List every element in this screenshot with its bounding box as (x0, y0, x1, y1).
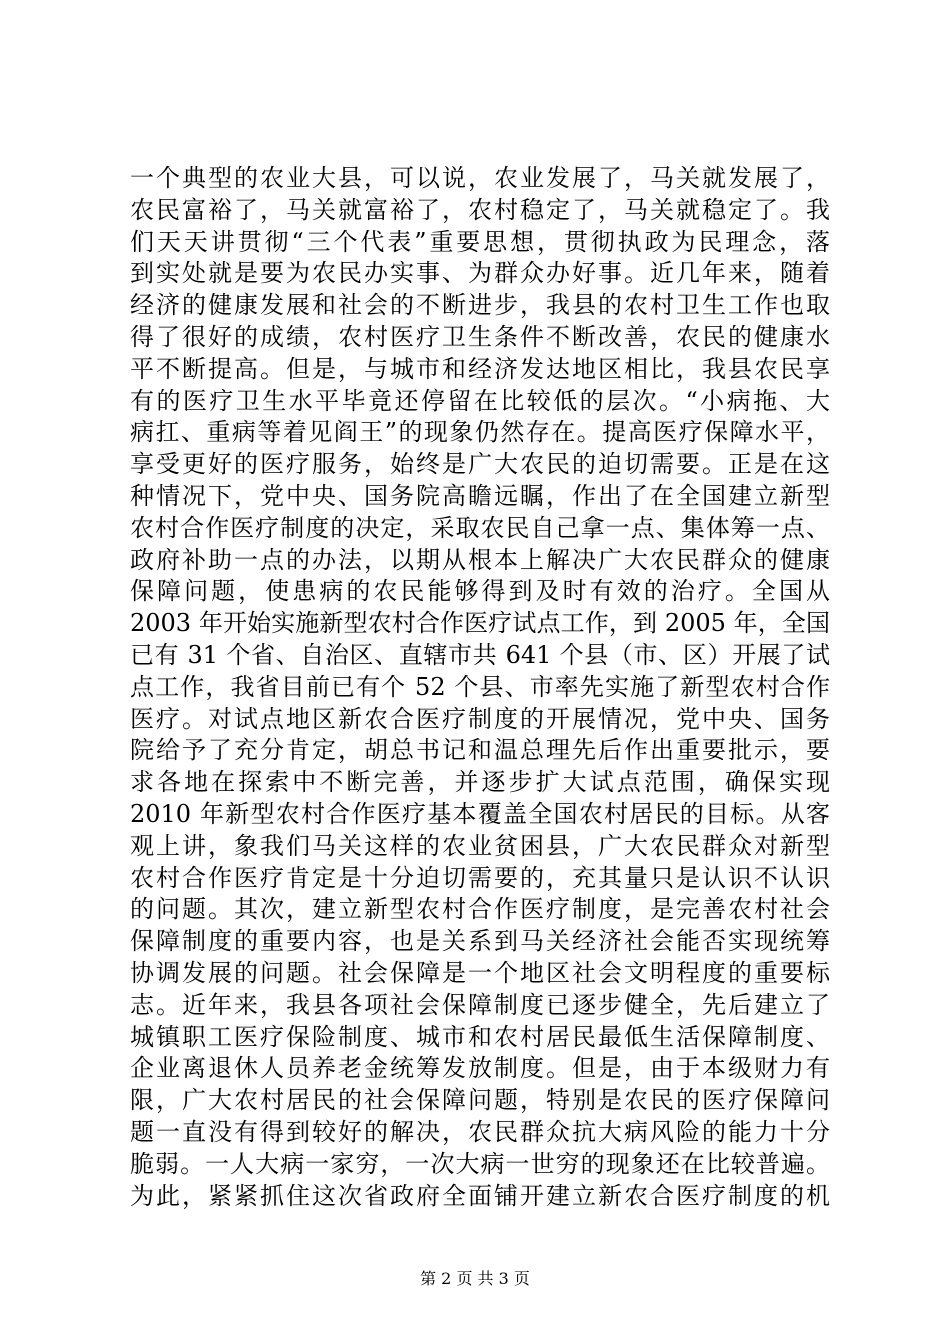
text-line: 求各地在探索中不断完善，并逐步扩大试点范围，确保实现 (130, 768, 830, 797)
text-line: 观上讲，象我们马关这样的农业贫困县，广大农民群众对新型 (130, 831, 830, 860)
text-line: 2003 年开始实施新型农村合作医疗试点工作，到 2005 年，全国 (130, 609, 830, 638)
text-line: 政府补助一点的办法，以期从根本上解决广大农民群众的健康 (130, 545, 830, 574)
text-line: 们天天讲贯彻“三个代表”重要思想，贯彻执政为民理念，落 (130, 227, 830, 256)
text-line: 医疗。对试点地区新农合医疗制度的开展情况，党中央、国务 (130, 704, 830, 733)
text-line: 院给予了充分肯定，胡总书记和温总理先后作出重要批示，要 (130, 736, 830, 765)
text-line: 种情况下，党中央、国务院高瞻远瞩，作出了在全国建立新型 (130, 481, 830, 510)
text-line: 题一直没有得到较好的解决，农民群众抗大病风险的能力十分 (130, 1117, 830, 1146)
text-line: 农村合作医疗肯定是十分迫切需要的，充其量只是认识不认识 (130, 863, 830, 892)
text-line: 农村合作医疗制度的决定，采取农民自己拿一点、集体筹一点、 (130, 513, 830, 542)
page-footer: 第 2 页 共 3 页 (420, 1269, 530, 1288)
body-text (130, 163, 830, 1212)
text-line: 农民富裕了，马关就富裕了，农村稳定了，马关就稳定了。我 (130, 195, 830, 224)
text-line: 一个典型的农业大县，可以说，农业发展了，马关就发展了， (130, 164, 830, 192)
text-line: 志。近年来，我县各项社会保障制度已逐步健全，先后建立了 (130, 990, 830, 1019)
text-line: 2010 年新型农村合作医疗基本覆盖全国农村居民的目标。从客 (130, 799, 830, 828)
text-line: 保障制度的重要内容，也是关系到马关经济社会能否实现统筹 (130, 927, 830, 956)
text-line: 享受更好的医疗服务，始终是广大农民的迫切需要。正是在这 (130, 450, 830, 479)
text-line: 脆弱。一人大病一家穷，一次大病一世穷的现象还在比较普遍。 (130, 1149, 830, 1178)
text-line: 保障问题，使患病的农民能够得到及时有效的治疗。全国从 (130, 577, 830, 606)
text-line: 得了很好的成绩，农村医疗卫生条件不断改善，农民的健康水 (130, 322, 830, 351)
text-line: 到实处就是要为农民办实事、为群众办好事。近几年来，随着 (130, 259, 830, 288)
text-line: 点工作，我省目前已有个 52 个县、市率先实施了新型农村合作 (130, 672, 830, 701)
text-line: 协调发展的问题。社会保障是一个地区社会文明程度的重要标 (130, 958, 830, 987)
text-line: 有的医疗卫生水平毕竟还停留在比较低的层次。“小病拖、大 (130, 386, 830, 415)
text-line: 病扛、重病等着见阎王”的现象仍然存在。提高医疗保障水平， (130, 418, 830, 447)
text-line: 平不断提高。但是，与城市和经济发达地区相比，我县农民享 (130, 354, 830, 383)
text-line: 的问题。其次，建立新型农村合作医疗制度，是完善农村社会 (130, 895, 830, 924)
text-line: 为此，紧紧抓住这次省政府全面铺开建立新农合医疗制度的机 (130, 1181, 830, 1210)
text-line: 城镇职工医疗保险制度、城市和农村居民最低生活保障制度、 (130, 1022, 830, 1051)
text-line: 限，广大农村居民的社会保障问题，特别是农民的医疗保障问 (130, 1086, 830, 1115)
text-line: 经济的健康发展和社会的不断进步，我县的农村卫生工作也取 (130, 291, 830, 320)
text-line: 已有 31 个省、自治区、直辖市共 641 个县（市、区）开展了试 (130, 640, 830, 669)
text-line: 企业离退休人员养老金统筹发放制度。但是，由于本级财力有 (130, 1054, 830, 1083)
